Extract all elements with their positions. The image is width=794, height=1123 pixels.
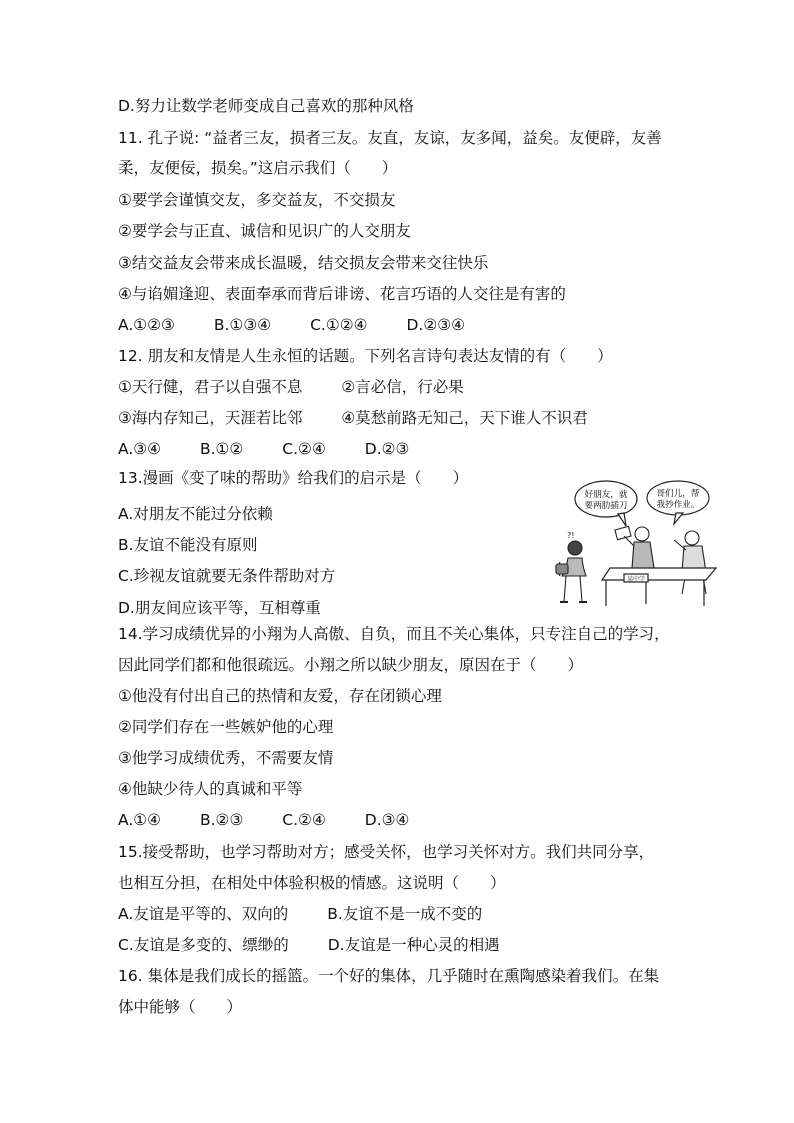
q15-options-row1 [118, 904, 482, 924]
q11-item-1: ①要学会谨慎交友，多交益友，不交损友 [118, 191, 396, 209]
q13-option-a: A.对朋友不能过分依赖 [118, 505, 273, 523]
q11-option-c: C.①②④ [310, 316, 368, 334]
q12-stem: 12. 朋友和友情是人生永恒的话题。下列名言诗句表达友情的有（ ） [118, 347, 613, 365]
q15-stem-line2: 也相互分担，在相处中体验积极的情感。这说明（ ） [118, 874, 506, 892]
bubble-right-line1: 哥们儿，帮 [656, 489, 700, 499]
q15-option-b: B.友谊不是一成不变的 [327, 905, 483, 923]
q11-option-a: A.①②③ [118, 316, 175, 334]
q14-option-d: D.③④ [364, 811, 410, 829]
bubble-right-line2: 我抄作业。 [656, 500, 700, 510]
q11-options [118, 315, 465, 335]
q11-item-2: ②要学会与正直、诚信和见识广的人交朋友 [118, 222, 411, 240]
q15-option-c: C.友谊是多变的、缥缈的 [118, 936, 289, 954]
q14-item-4: ④他缺少待人的真诚和平等 [118, 780, 303, 798]
bubble-left-line1: 好朋友，就 [584, 490, 628, 500]
exclaim-mark: ?! [567, 531, 575, 540]
student-with-paper [615, 526, 654, 568]
q14-option-c: C.②④ [282, 811, 326, 829]
q11-stem-line1: 11. 孔子说: “益者三友，损者三友。友直，友谅，友多闻，益矣。友便辟，友善 [118, 129, 662, 147]
q12-items-row1 [118, 377, 464, 397]
q13-option-b: B.友谊不能没有原则 [118, 536, 258, 554]
cartoon-illustration [546, 478, 722, 610]
q12-items-row2 [118, 408, 588, 428]
option-d-prev: D.努力让数学老师变成自己喜欢的那种风格 [118, 97, 414, 115]
speech-bubble-right-tail [674, 513, 683, 524]
bubble-left-line2: 要两肋插刀 [584, 501, 628, 511]
desk [602, 568, 716, 606]
q14-stem-line2: 因此同学们都和他很疏远。小翔之所以缺少朋友，原因在于（ ） [118, 656, 584, 674]
q16-stem-line1: 16. 集体是我们成长的摇篮。一个好的集体，几乎随时在熏陶感染着我们。在集 [118, 967, 660, 985]
q11-stem-line2: 柔，友便佞，损矣。”这启示我们（ ） [118, 159, 398, 177]
q12-options [118, 439, 409, 459]
q12-item-3: ③海内存知己，天涯若比邻 [118, 409, 303, 427]
q11-item-4: ④与谄媚逢迎、表面奉承而背后诽谤、花言巧语的人交往是有害的 [118, 285, 566, 303]
q15-options-row2 [118, 935, 500, 955]
q11-item-3: ③结交益友会带来成长温暖，结交损友会带来交往快乐 [118, 254, 489, 272]
q12-item-2: ②言必信，行必果 [341, 378, 464, 396]
q15-option-d: D.友谊是一种心灵的相遇 [327, 936, 500, 954]
q13-stem: 13.漫画《变了味的帮助》给我们的启示是（ ） [118, 469, 469, 487]
q12-option-d: D.②③ [364, 440, 410, 458]
q14-item-2: ②同学们存在一些嫉妒他的心理 [118, 718, 334, 736]
q15-stem-line1: 15.接受帮助，也学习帮助对方；感受关怀，也学习关怀对方。我们共同分享， [118, 843, 655, 861]
q12-item-4: ④莫愁前路无知己，天下谁人不识君 [341, 409, 588, 427]
q12-option-b: B.①② [200, 440, 244, 458]
q11-option-b: B.①③④ [213, 316, 272, 334]
q16-stem-line2: 体中能够（ ） [118, 998, 243, 1016]
q12-option-c: C.②④ [282, 440, 326, 458]
q15-option-a: A.友谊是平等的、双向的 [118, 905, 289, 923]
q13-option-d: D.朋友间应该平等，互相尊重 [118, 599, 321, 617]
speech-bubble-left-tail [618, 513, 626, 526]
seated-student [674, 531, 706, 594]
q12-item-1: ①天行健，君子以自强不息 [118, 378, 303, 396]
desk-sign: 某中学 [626, 576, 646, 583]
q14-option-b: B.②③ [200, 811, 244, 829]
q14-option-a: A.①④ [118, 811, 162, 829]
q14-item-3: ③他学习成绩优秀，不需要友情 [118, 749, 334, 767]
q13-option-c: C.珍视友谊就要无条件帮助对方 [118, 567, 336, 585]
q12-option-a: A.③④ [118, 440, 162, 458]
q14-options [118, 810, 409, 830]
q14-item-1: ①他没有付出自己的热情和友爱，存在闭锁心理 [118, 687, 442, 705]
q14-stem-line1: 14.学习成绩优异的小翔为人高傲、自负，而且不关心集体，只专注自己的学习， [118, 625, 670, 643]
girl-figure [556, 531, 587, 602]
q11-option-d: D.②③④ [406, 316, 466, 334]
